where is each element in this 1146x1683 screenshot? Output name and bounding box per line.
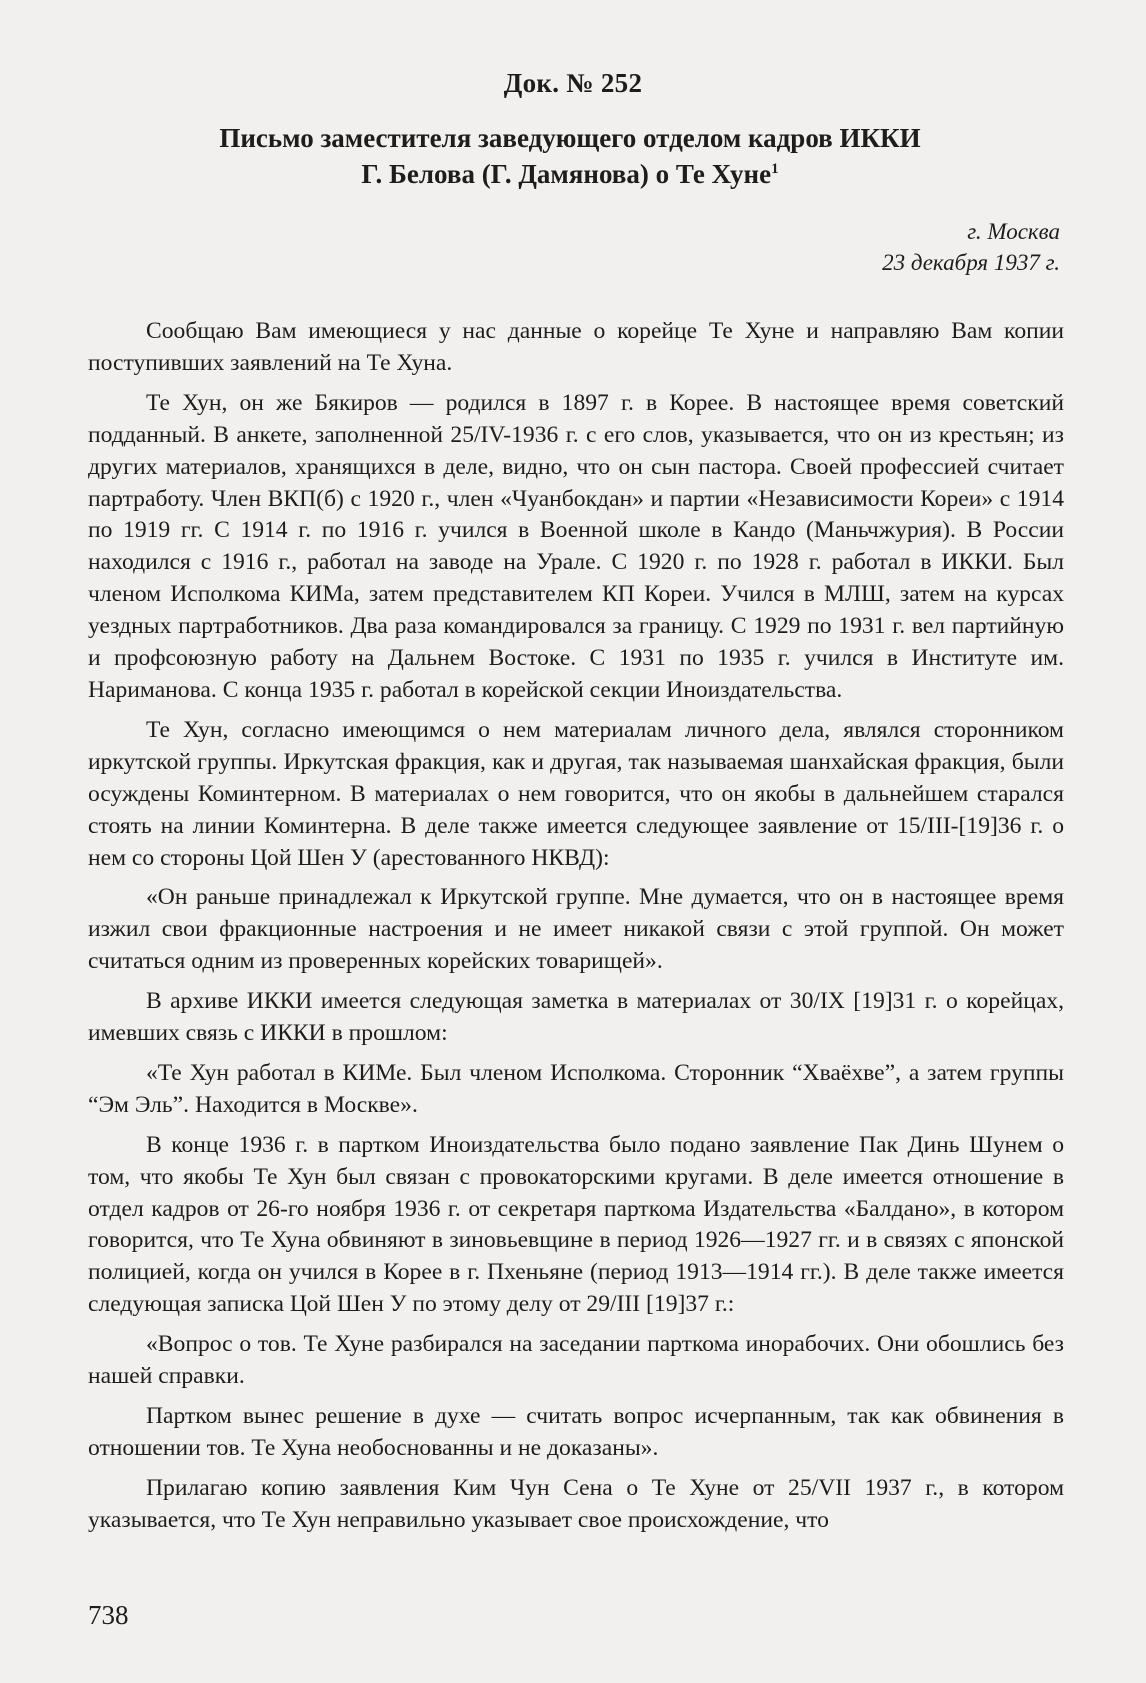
document-title bbox=[90, 120, 1050, 192]
letter-body bbox=[88, 316, 1064, 1545]
title-line-1: Письмо заместителя заведующего отделом кадров ИККИ bbox=[219, 123, 921, 153]
paragraph: В архиве ИККИ имеется следующая заметка в материалах от 30/IX [19]31 г. о корейцах, имевших связь с ИККИ в прошлом: bbox=[88, 988, 1064, 1047]
document-number: Док. № 252 bbox=[503, 68, 643, 98]
quote-paragraph: «Вопрос о тов. Те Хуне разбирался на заседании парткома инорабочих. Они обошлись без нашей справки. bbox=[88, 1331, 1064, 1390]
date: 23 декабря 1937 г. bbox=[882, 250, 1060, 275]
title-line-2 bbox=[90, 156, 1050, 192]
paragraph: Прилагаю копию заявления Ким Чун Сена о Те Хуне от 25/VII 1937 г., в котором указывается, что Те Хун неправильно указывает свое происхождение, что bbox=[88, 1474, 1064, 1533]
paragraph: В конце 1936 г. в партком Иноиздательства было подано заявление Пак Динь Шунем о том, что якобы Те Хун был связан с провокаторскими кругами. В деле имеется отношение в отдел кадров от 26-го ноября 1936 г. от секретаря парткома Издательства «Балдано», в котором говорится, что Те Хуна обвиняют в зиновьевщине в период 1926—1927 гг. и в связях с японской полицией, когда он учился в Корее в г. Пхеньяне (период 1913—1914 гг.). В деле также имеется следующая записка Цой Шен У по этому делу от 29/III [19]37 г.: bbox=[88, 1131, 1064, 1318]
quote-paragraph: «Он раньше принадлежал к Иркутской группе. Мне думается, что он в настоящее время изжил свои фракционные настроения и не имеет никакой связи с этой группой. Он может считаться одним из проверенных корейских товарищей». bbox=[88, 884, 1064, 975]
page-number: 738 bbox=[88, 1600, 129, 1630]
place: г. Москва bbox=[967, 219, 1060, 244]
quote-paragraph: Партком вынес решение в духе — считать вопрос исчерпанным, так как обвинения в отношении тов. Те Хуна необоснованны и не доказаны». bbox=[88, 1403, 1064, 1461]
title-line-2-text: Г. Белова (Г. Дамянова) о Те Хуне bbox=[361, 159, 772, 189]
title-footnote-marker: 1 bbox=[771, 161, 779, 177]
place-and-date bbox=[882, 216, 1060, 278]
paragraph: Те Хун, согласно имеющимся о нем материалам личного дела, являлся сторонником иркутской группы. Иркутская фракция, как и другая, так называемая шанхайская фракция, были осуждены Коминтерном. В материалах о нем говорится, что он якобы в дальнейшем старался стоять на линии Коминтерна. В деле также имеется следующее заявление от 15/III-[19]36 г. о нем со стороны Цой Шен У (арестованного НКВД): bbox=[88, 716, 1064, 871]
quote-paragraph: «Те Хун работал в КИМе. Был членом Исполкома. Сторонник “Хваёхве”, а затем группы “Эм Эль”. Находится в Москве». bbox=[88, 1059, 1064, 1118]
paragraph: Те Хун, он же Бякиров — родился в 1897 г. в Корее. В настоящее время советский подданный. В анкете, заполненной 25/IV-1936 г. с его слов, указывается, что он из крестьян; из других материалов, хранящихся в деле, видно, что он сын пастора. Своей профессией считает партработу. Член ВКП(б) с 1920 г., член «Чуанбокдан» и партии «Независимости Кореи» с 1914 по 1919 гг. С 1914 г. по 1916 г. учился в Военной школе в Кандо (Маньчжурия). В России находился с 1916 г., работал на заводе на Урале. С 1920 г. по 1928 г. работал в ИККИ. Был членом Исполкома КИМа, затем представителем КП Кореи. Учился в МЛШ, затем на курсах уездных партработников. Два раза командировался за границу. С 1929 по 1931 г. вел партийную и профсоюзную работу на Дальнем Востоке. С 1931 по 1935 г. учился в Институте им. Нариманова. С конца 1935 г. работал в корейской секции Иноиздательства. bbox=[88, 389, 1064, 703]
paragraph: Сообщаю Вам имеющиеся у нас данные о корейце Те Хуне и направляю Вам копии поступивших заявлений на Те Хуна. bbox=[88, 318, 1064, 376]
